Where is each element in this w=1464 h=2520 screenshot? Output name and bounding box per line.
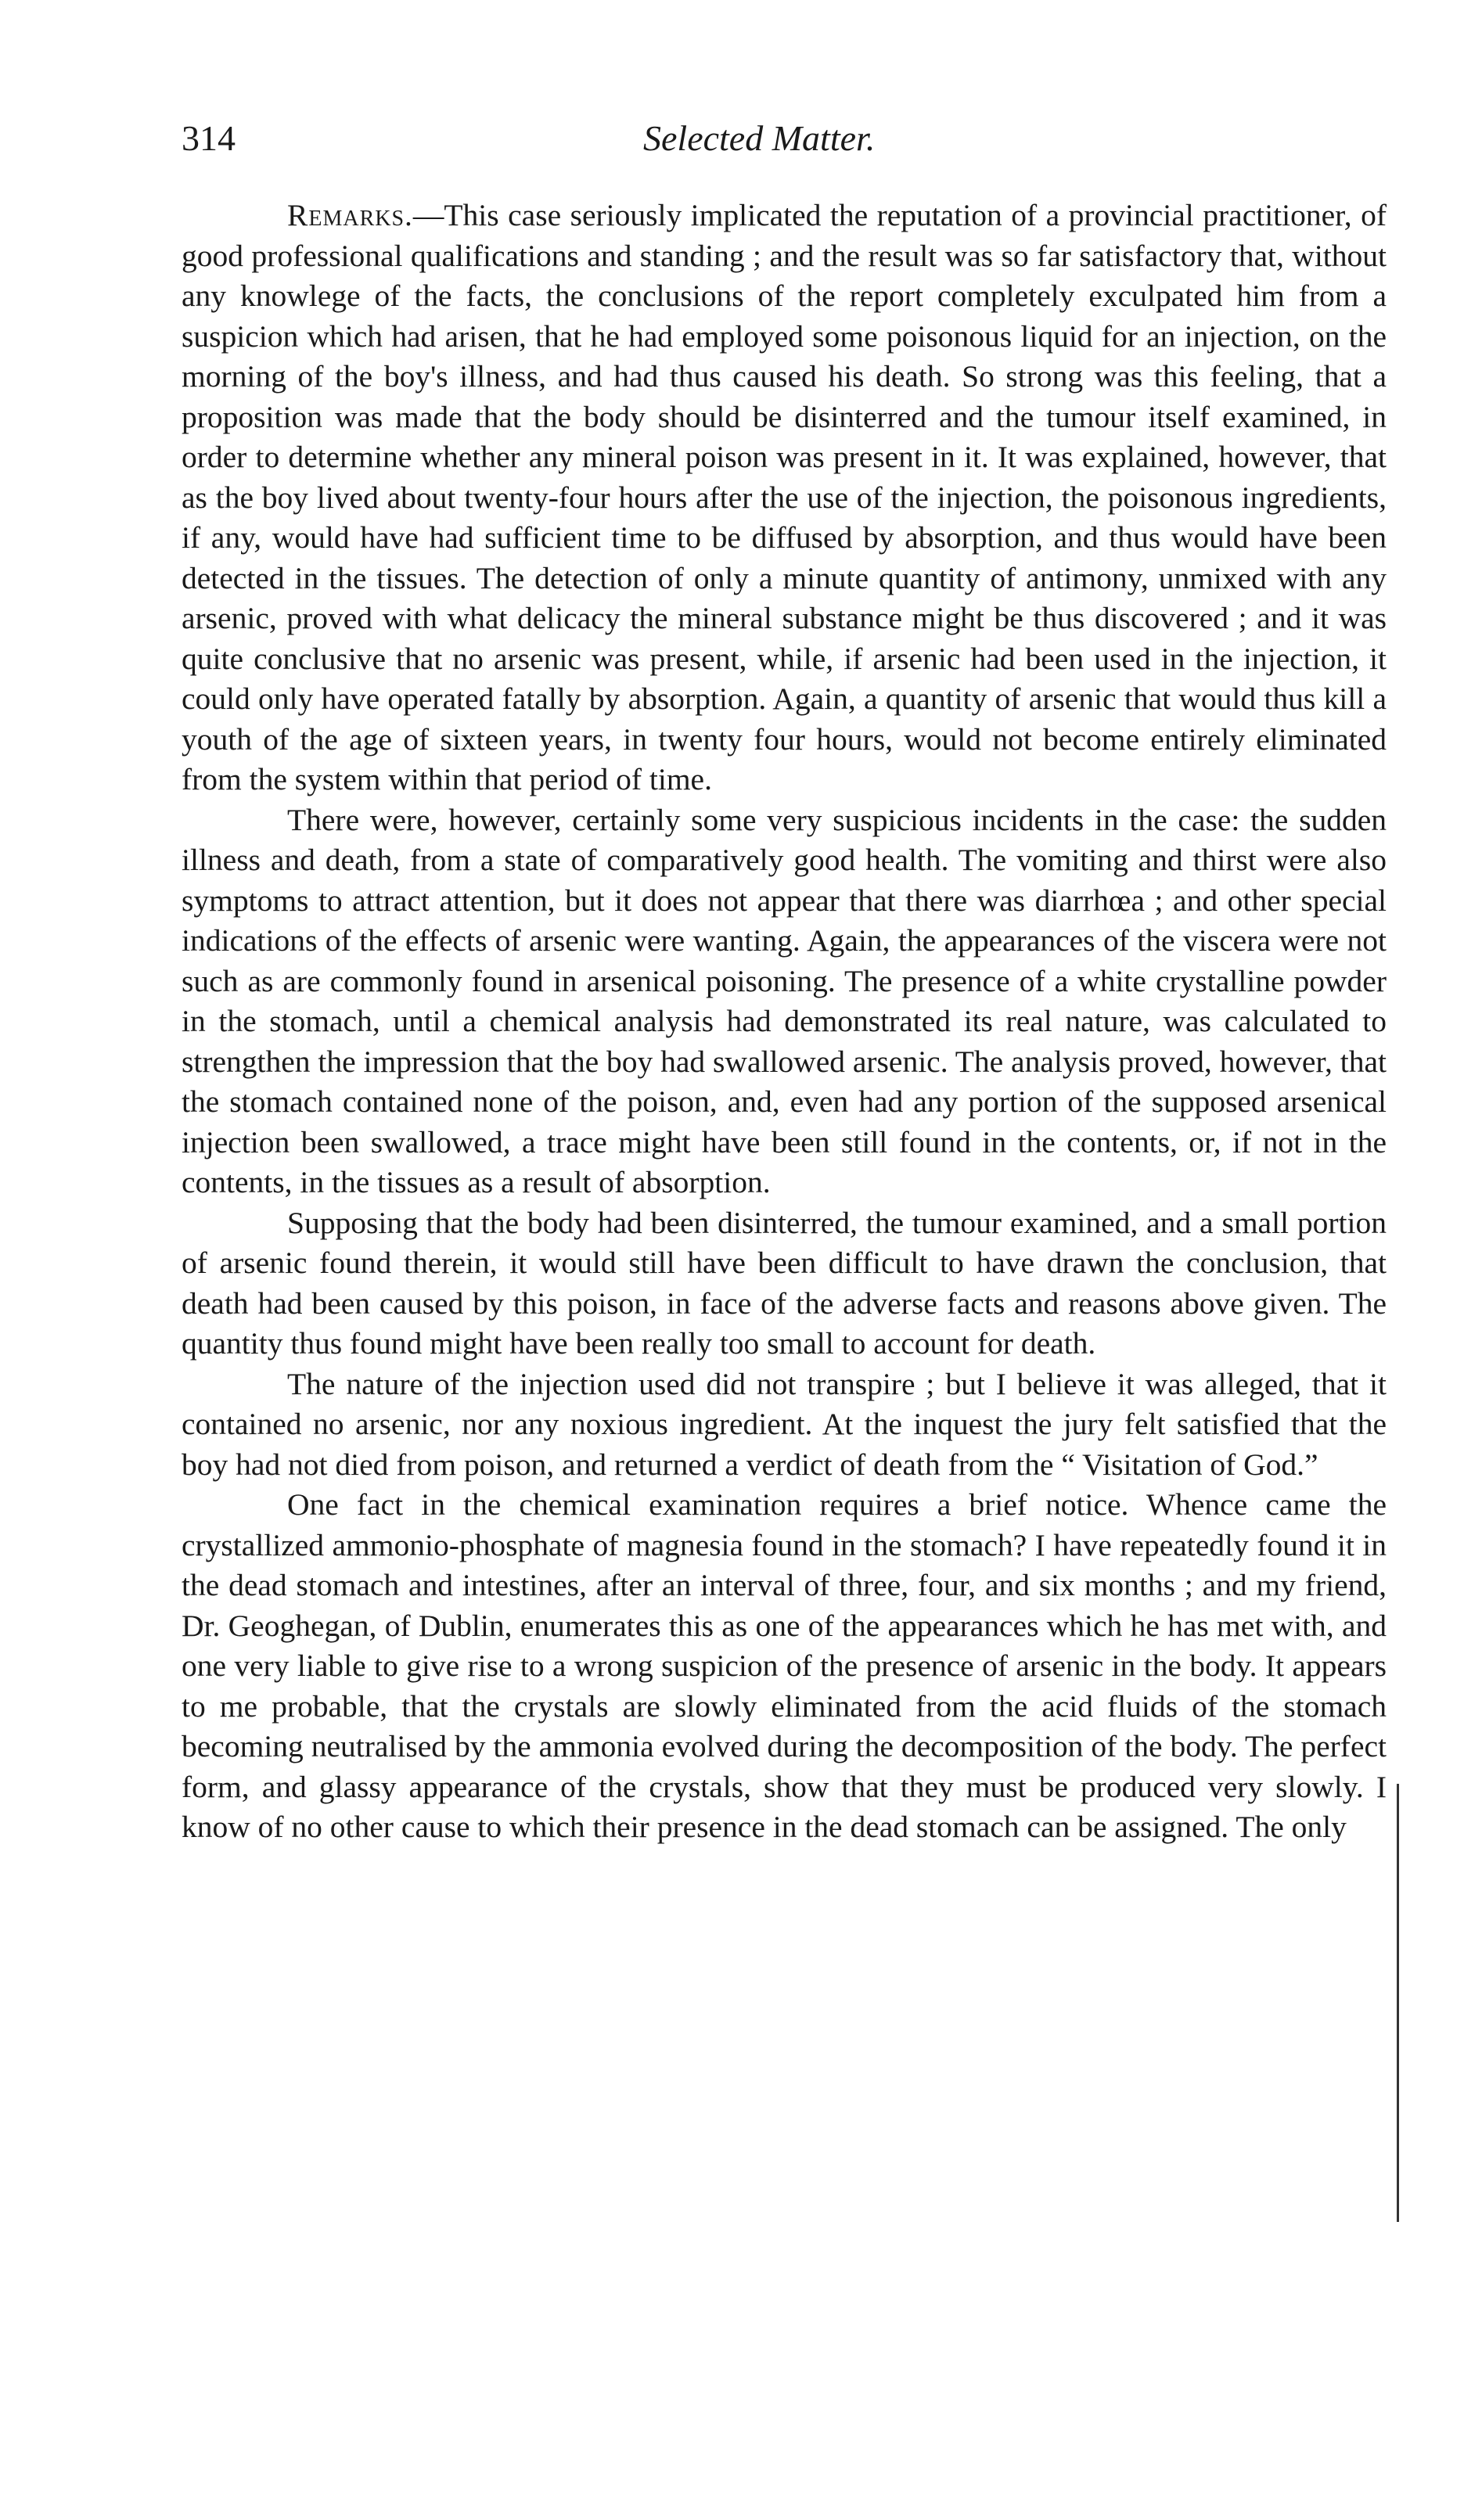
paragraph-text: One fact in the chemical examination requires a brief notice. Whence came the crystallized ammonio-phosphate of magnesia found in the stomach? I have repeatedly found it in the dead stomach and intestines, after an interval of three, four, and six months ; and my friend, Dr. Geoghegan, of Dublin, enumerates this as one of the appearances which he has met with, and one very liable to give rise to a wrong suspicion of the presence of arsenic in the body. It appears to me probable, that the crystals are slowly eliminated from the acid fluids of the stomach becoming neutralised by the ammonia evolved during the decomposition of the body. The perfect form, and glassy appearance of the crystals, show that they must be produced very slowly. I know of no other cause to which their presence in the dead stomach can be assigned. The only xyxy=(182,1487,1387,1844)
running-title: Selected Matter. xyxy=(643,118,876,158)
paragraph-remarks xyxy=(182,196,1387,800)
paragraph-chemical-examination xyxy=(182,1485,1387,1848)
margin-rule xyxy=(1397,1784,1399,2222)
paragraph-text: —This case seriously implicated the reputation of a provincial practitioner, of good professional qualifications and standing ; and the result was so far satisfactory that, without any knowlege of the facts, the conclusions of the report completely exculpated him from a suspicion which had arisen, that he had employed some poisonous liquid for an injection, on the morning of the boy's illness, and had thus caused his death. So strong was this feeling, that a proposition was made that the body should be disinterred and the tumour itself examined, in order to determine whether any mineral poison was present in it. It was explained, however, that as the boy lived about twenty-four hours after the use of the injection, the poisonous ingredients, if any, would have had sufficient time to be diffused by absorption, and thus would have been detected in the tissues. The detection of only a minute quantity of antimony, unmixed with any arsenic, proved with what delicacy the mineral substance might be thus discovered ; and it was quite conclusive that no arsenic was present, while, if arsenic had been used in the injection, it could only have operated fatally by absorption. Again, a quantity of arsenic that would thus kill a youth of the age of sixteen years, in twenty four hours, would not become entirely eliminated from the system within that period of time. xyxy=(182,198,1387,796)
body-text xyxy=(182,196,1387,1848)
paragraph-text: The nature of the injection used did not transpire ; but I believe it was alleged, that it contained no arsenic, nor any noxious ingredient. At the inquest the jury felt satisfied that the boy had not died from poison, and returned a verdict of death from the “ Visitation of God.” xyxy=(182,1366,1387,1482)
page-header xyxy=(182,117,1387,180)
paragraph-lead: Remarks. xyxy=(287,198,413,232)
document-page xyxy=(182,117,1387,1848)
paragraph-injection-nature xyxy=(182,1364,1387,1486)
paragraph-suspicious-incidents xyxy=(182,800,1387,1203)
paragraph-text: Supposing that the body had been disinterred, the tumour examined, and a small portion of arsenic found therein, it would still have been difficult to have drawn the conclusion, that death had been caused by this poison, in face of the adverse facts and reasons above given. The quantity thus found might have been really too small to account for death. xyxy=(182,1205,1387,1361)
paragraph-text: There were, however, certainly some very suspicious incidents in the case: the sudden illness and death, from a state of comparatively good health. The vomiting and thirst were also symptoms to attract attention, but it does not appear that there was diarrhœa ; and other special indications of the effects of arsenic were wanting. Again, the appearances of the viscera were not such as are commonly found in arsenical poisoning. The presence of a white crystalline powder in the stomach, until a chemical analysis had demonstrated its real nature, was calculated to strengthen the impression that the boy had swallowed arsenic. The analysis proved, however, that the stomach contained none of the poison, and, even had any portion of the supposed arsenical injection been swallowed, a trace might have been still found in the contents, or, if not in the contents, in the tissues as a result of absorption. xyxy=(182,802,1387,1199)
page-number: 314 xyxy=(182,118,236,158)
paragraph-supposing xyxy=(182,1203,1387,1364)
